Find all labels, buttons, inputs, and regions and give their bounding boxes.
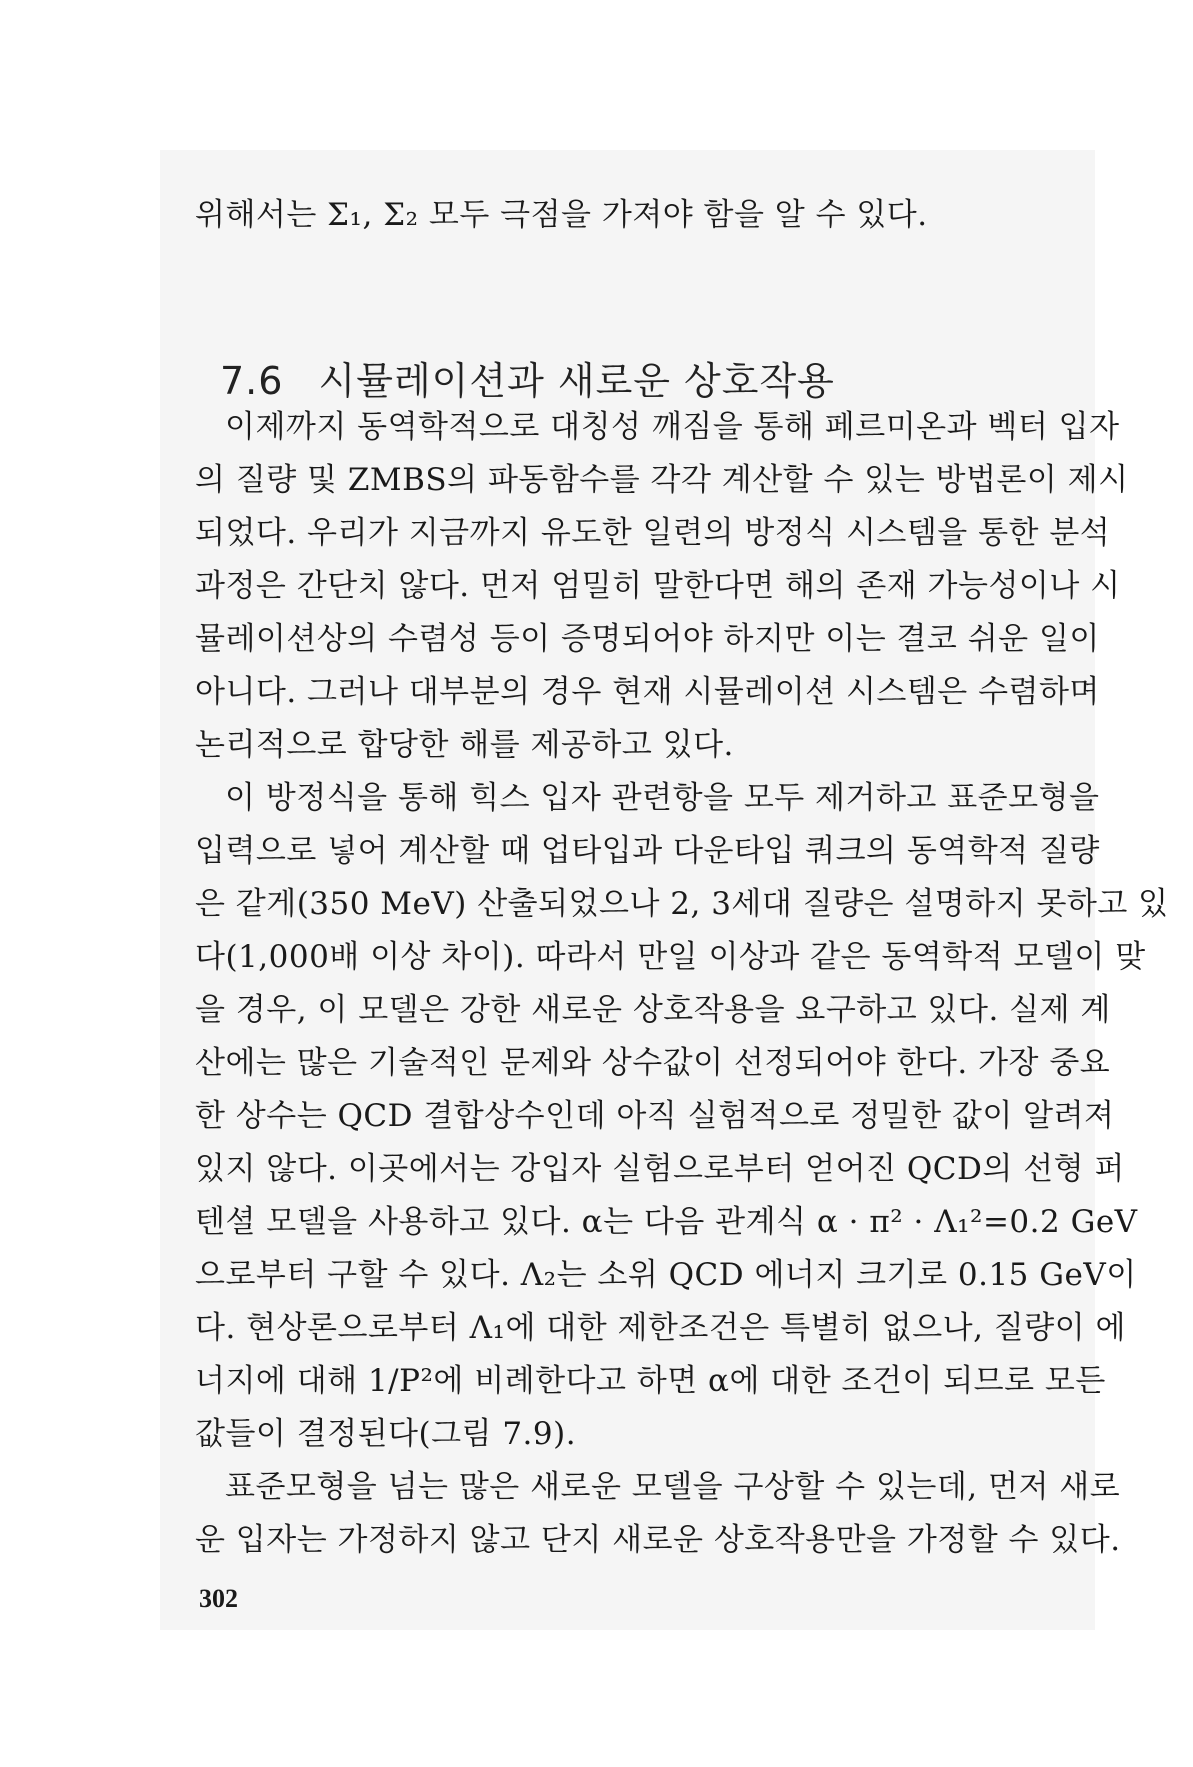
section-heading bbox=[220, 358, 835, 404]
paragraph-line: 있지 않다. 이곳에서는 강입자 실험으로부터 얻어진 QCD의 선형 퍼 bbox=[195, 1151, 1125, 1187]
paragraph-line: 과정은 간단치 않다. 먼저 엄밀히 말한다면 해의 존재 가능성이나 시 bbox=[195, 568, 1121, 604]
paragraph-line: 운 입자는 가정하지 않고 단지 새로운 상호작용만을 가정할 수 있다. bbox=[195, 1522, 1121, 1558]
paragraph-line: 논리적으로 합당한 해를 제공하고 있다. bbox=[195, 727, 734, 763]
paragraph-line: 이 방정식을 통해 힉스 입자 관련항을 모두 제거하고 표준모형을 bbox=[225, 780, 1100, 816]
section-number: 7.6 bbox=[220, 359, 284, 403]
paragraph-line: 은 같게(350 MeV) 산출되었으나 2, 3세대 질량은 설명하지 못하고 있 bbox=[195, 886, 1169, 922]
paragraph-line: 되었다. 우리가 지금까지 유도한 일련의 방정식 시스템을 통한 분석 bbox=[195, 515, 1111, 551]
page-number: 302 bbox=[199, 1584, 238, 1613]
paragraph-line: 이제까지 동역학적으로 대칭성 깨짐을 통해 페르미온과 벡터 입자 bbox=[225, 409, 1120, 445]
paragraph-line: 표준모형을 넘는 많은 새로운 모델을 구상할 수 있는데, 먼저 새로 bbox=[225, 1469, 1121, 1505]
paragraph-line: 너지에 대해 1/P²에 비례한다고 하면 α에 대한 조건이 되므로 모든 bbox=[195, 1363, 1106, 1399]
paragraph-line: 텐셜 모델을 사용하고 있다. α는 다음 관계식 α · π² · Λ₁²=0.2 GeV bbox=[195, 1204, 1138, 1240]
paragraph-line: 입력으로 넣어 계산할 때 업타입과 다운타입 쿼크의 동역학적 질량 bbox=[195, 833, 1100, 869]
paragraph-line: 으로부터 구할 수 있다. Λ₂는 소위 QCD 에너지 크기로 0.15 GeV이 bbox=[195, 1257, 1137, 1293]
paragraph-line: 다. 현상론으로부터 Λ₁에 대한 제한조건은 특별히 없으나, 질량이 에 bbox=[195, 1310, 1126, 1346]
paragraph-line: 의 질량 및 ZMBS의 파동함수를 각각 계산할 수 있는 방법론이 제시 bbox=[195, 462, 1129, 498]
paragraph-line: 다(1,000배 이상 차이). 따라서 만일 이상과 같은 동역학적 모델이 맞 bbox=[195, 939, 1146, 975]
paragraph-line: 뮬레이션상의 수렴성 등이 증명되어야 하지만 이는 결코 쉬운 일이 bbox=[195, 621, 1100, 657]
top-line: 위해서는 Σ₁, Σ₂ 모두 극점을 가져야 함을 알 수 있다. bbox=[195, 197, 928, 233]
paragraph-line: 을 경우, 이 모델은 강한 새로운 상호작용을 요구하고 있다. 실제 계 bbox=[195, 992, 1111, 1028]
paragraph-line: 산에는 많은 기술적인 문제와 상수값이 선정되어야 한다. 가장 중요 bbox=[195, 1045, 1111, 1081]
section-title: 시뮬레이션과 새로운 상호작용 bbox=[318, 359, 835, 403]
paragraph-line: 아니다. 그러나 대부분의 경우 현재 시뮬레이션 시스템은 수렴하며 bbox=[195, 674, 1100, 710]
paragraph-line: 한 상수는 QCD 결합상수인데 아직 실험적으로 정밀한 값이 알려져 bbox=[195, 1098, 1115, 1134]
paragraph-line: 값들이 결정된다(그림 7.9). bbox=[195, 1416, 577, 1452]
